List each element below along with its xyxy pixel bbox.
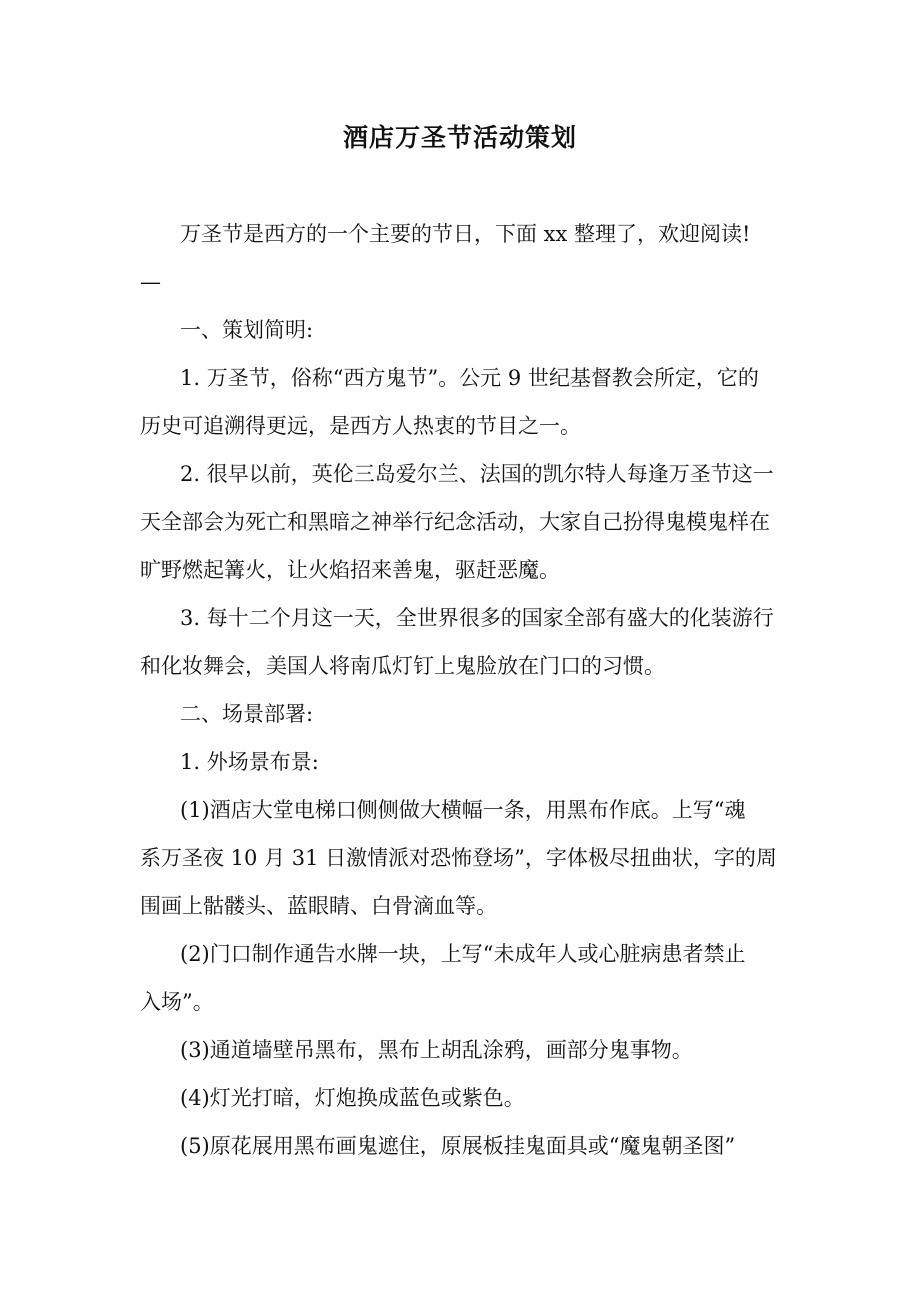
text-line: (5)原花展用黑布画鬼遮住，原展板挂鬼面具或“魔鬼朝圣图” [180,1134,736,1158]
text-line: 3. 每十二个月这一天，全世界很多的国家全部有盛大的化装游行 [180,606,774,630]
text-line: 围画上骷髅头、蓝眼睛、白骨滴血等。 [140,894,497,918]
text-line: 二、场景部署: [180,702,314,726]
text-line: 历史可追溯得更远，是西方人热衷的节目之一。 [140,414,581,438]
text-line: 旷野燃起篝火，让火焰招来善鬼，驱赶恶魔。 [140,558,560,582]
text-line: 系万圣夜 10 月 31 日激情派对恐怖登场”，字体极尽扭曲状，字的周 [140,846,777,870]
document-title: 酒店万圣节活动策划 [342,123,577,152]
text-line: 万圣节是西方的一个主要的节日，下面 xx 整理了，欢迎阅读! [180,222,751,246]
document-body [140,210,790,1170]
text-line: — [140,270,161,294]
text-line: (2)门口制作通告水牌一块，上写“未成年人或心脏病患者禁止 [180,942,746,966]
text-line: 1. 万圣节，俗称“西方鬼节”。公元 9 世纪基督教会所定，它的 [180,366,759,390]
text-line: 入场”。 [140,990,214,1014]
text-line: 2. 很早以前，英伦三岛爱尔兰、法国的凯尔特人每逢万圣节这一 [180,462,774,486]
text-line: (1)酒店大堂电梯口侧侧做大横幅一条，用黑布作底。上写“魂 [180,798,746,822]
text-line: 1. 外场景布景: [180,750,319,774]
text-line: (3)通道墙壁吊黑布，黑布上胡乱涂鸦，画部分鬼事物。 [180,1038,693,1062]
text-line: (4)灯光打暗，灯炮换成蓝色或紫色。 [180,1086,525,1110]
text-line: 一、策划简明: [180,318,314,342]
text-line: 天全部会为死亡和黑暗之神举行纪念活动，大家自己扮得鬼模鬼样在 [140,510,770,534]
text-line: 和化妆舞会，美国人将南瓜灯钉上鬼脸放在门口的习惯。 [140,654,665,678]
